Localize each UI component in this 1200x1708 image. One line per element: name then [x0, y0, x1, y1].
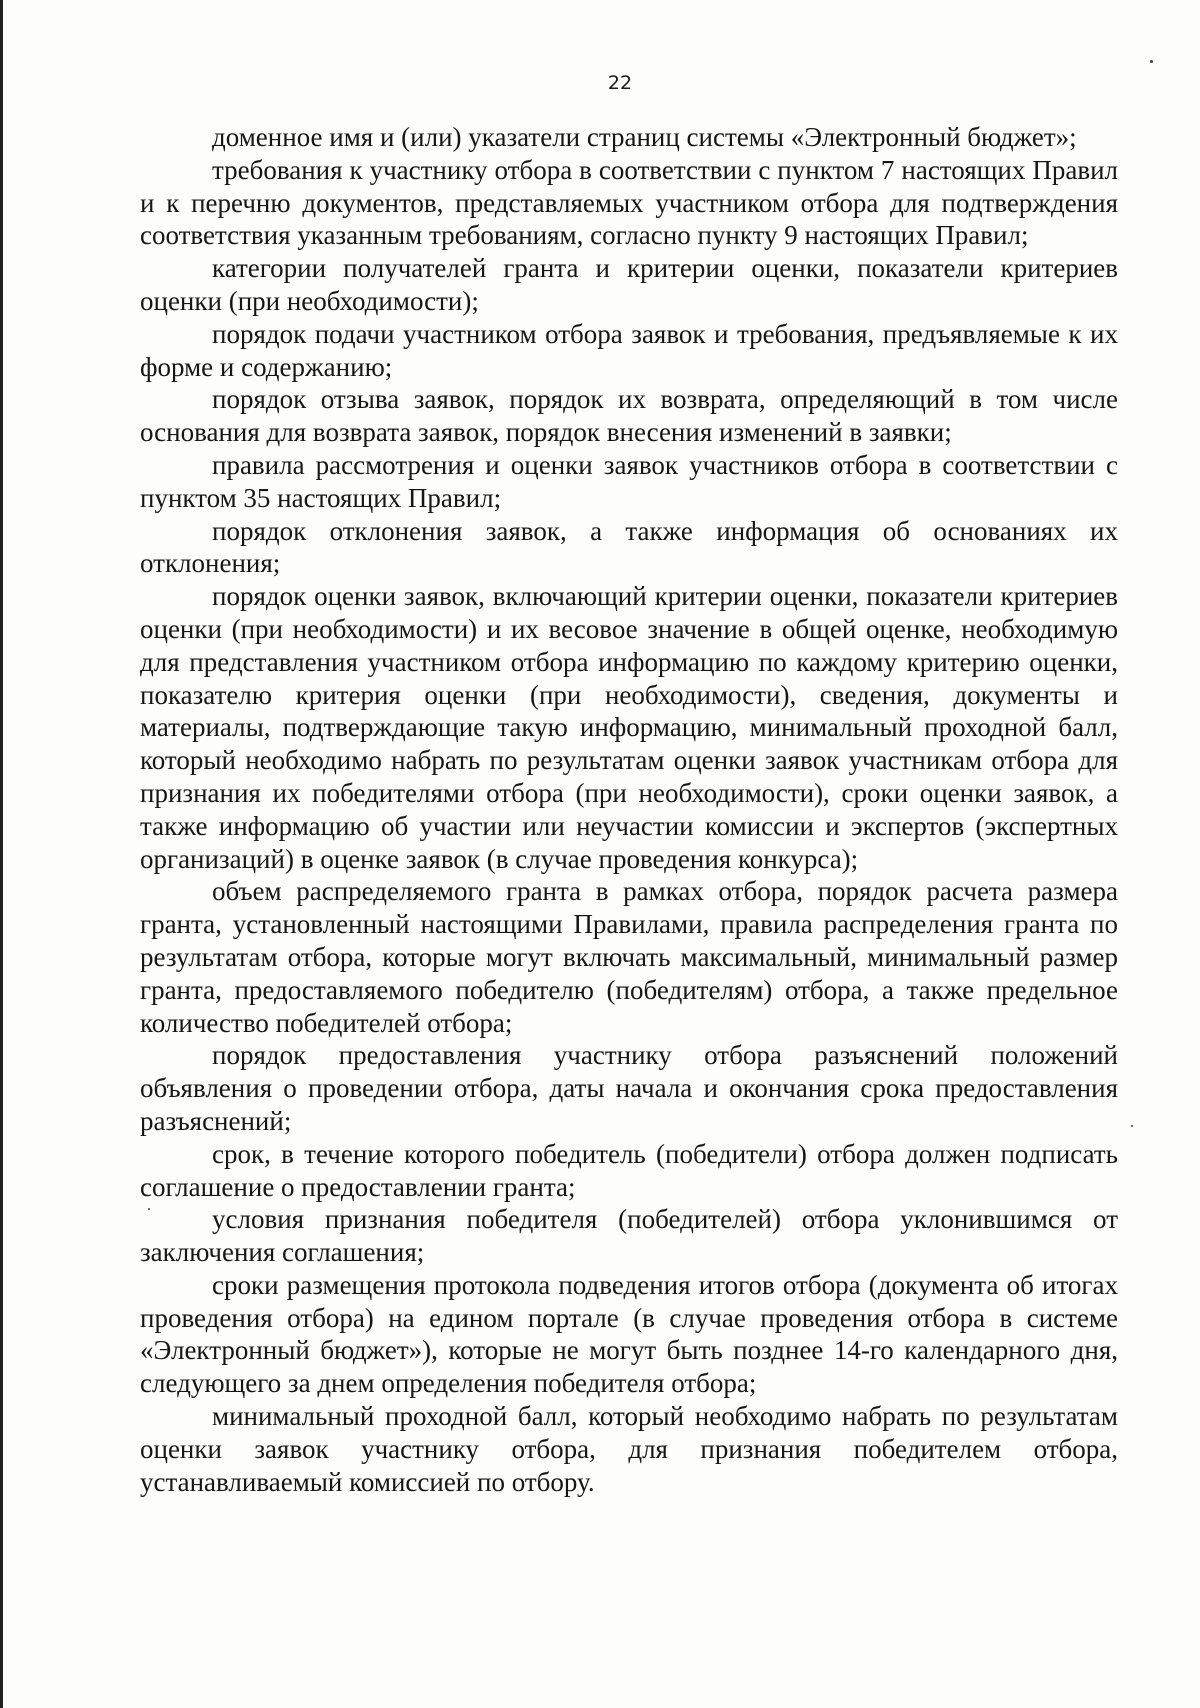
paragraph: порядок оценки заявок, включающий критерии оценки, показатели критериев оценки (при необходимости) и их весовое значение в общей оценке, необходимую для представления участником отбора информацию по каждому критерию оценки, показателю критерия оценки (при необходимости), сведения, документы и материалы, подтверждающие такую информацию, минимальный проходной балл, который необходимо набрать по результатам оценки заявок участникам отбора для признания их победителями отбора (при необходимости), сроки оценки заявок, а также информацию об участии или неучастии комиссии и экспертов (экспертных организаций) в оценке заявок (в случае проведения конкурса); — [140, 581, 1118, 874]
paragraph: порядок подачи участником отбора заявок и требования, предъявляемые к их форме и содержанию; — [140, 318, 1118, 382]
paragraph: порядок предоставления участнику отбора разъяснений положений объявления о проведении отбора, даты начала и окончания срока предоставления разъяснений; — [140, 1040, 1118, 1136]
paragraph: срок, в течение которого победитель (победители) отбора должен подписать соглашение о предоставлении гранта; — [140, 1138, 1118, 1202]
paragraph: требования к участнику отбора в соответствии с пунктом 7 настоящих Правил и к перечню документов, представляемых участником отбора для подтверждения соответствия указанным требованиям, согласно пункту 9 настоящих Правил; — [140, 154, 1118, 251]
page-number: 22 — [607, 72, 633, 94]
scan-speck — [1131, 1125, 1133, 1127]
paragraph: порядок отзыва заявок, порядок их возврата, определяющий в том числе основания для возврата заявок, порядок внесения изменений в заявки; — [140, 384, 1118, 448]
paragraph: сроки размещения протокола подведения итогов отбора (документа об итогах проведения отбора) на едином портале (в случае проведения отбора в системе «Электронный бюджет»), которые не могут быть позднее 14-го календарного дня, следующего за днем определения победителя отбора; — [140, 1269, 1118, 1399]
scan-edge — [0, 0, 3, 1708]
paragraph: категории получателей гранта и критерии оценки, показатели критериев оценки (при необходимости); — [140, 253, 1118, 316]
document-body — [140, 121, 1118, 1498]
paragraph: порядок отклонения заявок, а также информация об основаниях их отклонения; — [140, 515, 1118, 579]
paragraph: объем распределяемого гранта в рамках отбора, порядок расчета размера гранта, установленный настоящими Правилами, правила распределения гранта по результатам отбора, которые могут включать максимальный, минимальный размер гранта, предоставляемого победителю (победителям) отбора, а также предельное количество победителей отбора; — [140, 876, 1118, 1038]
paragraph: правила рассмотрения и оценки заявок участников отбора в соответствии с пунктом 35 настоящих Правил; — [140, 449, 1118, 513]
paragraph: доменное имя и (или) указатели страниц системы «Электронный бюджет»; — [212, 122, 1077, 152]
paragraph: минимальный проходной балл, который необходимо набрать по результатам оценки заявок участнику отбора, для признания победителем отбора, устанавливаемый комиссией по отбору. — [140, 1401, 1118, 1497]
scan-speck — [1150, 60, 1153, 63]
paragraph: условия признания победителя (победителей) отбора уклонившимся от заключения соглашения; — [140, 1204, 1118, 1268]
